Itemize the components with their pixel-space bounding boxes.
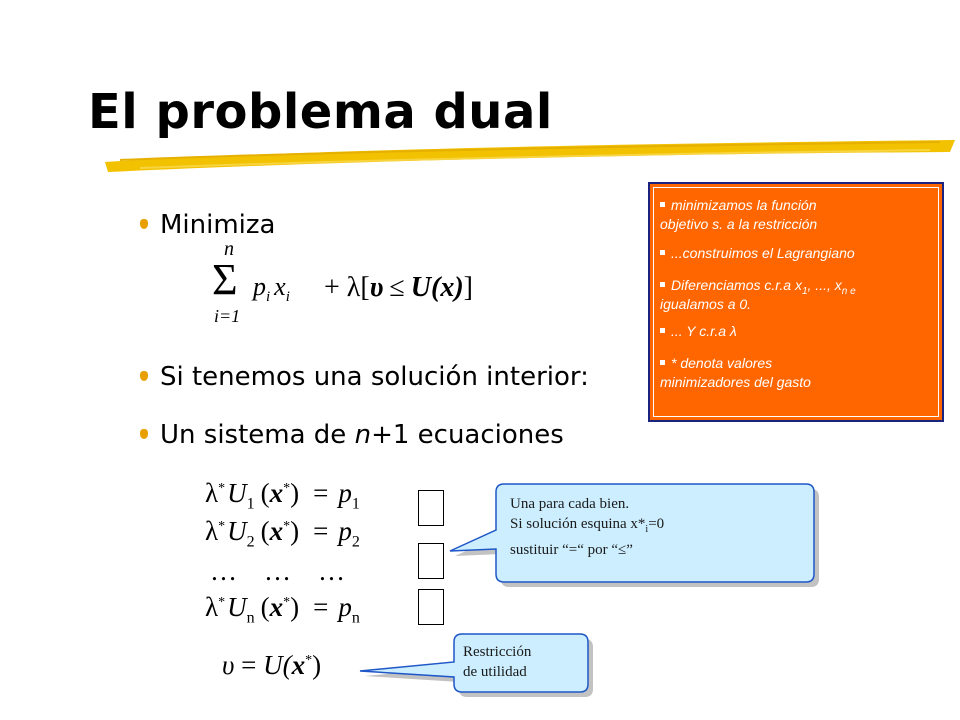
lagrangian-term: + λ[υ ≤ U(x)] [324,272,473,303]
callout-1-line-1: Una para cada bien. [510,496,630,512]
callout-1-line-3: sustituir “=“ por “≤” [510,542,633,558]
info-line-2: objetivo s. a la restricción [660,216,818,232]
callout-1-line-2: Si solución esquina $x*_i=0$ [510,516,665,535]
info-line-4: Diferenciamos c.r.a $x_1$, ..., $x_{n e}$ [660,276,856,301]
bullet-text: Minimiza [160,210,276,240]
callout-2-line-1: Restricción [463,644,532,660]
bullet-text: Un sistema de [160,420,355,450]
sum-lower-limit: i=1 [214,306,241,326]
page-title: El problema dual [88,84,553,140]
info-line-8: minimizadores del gasto [660,374,811,390]
info-line-3: ...construimos el Lagrangiano [660,244,855,263]
sum-upper-limit: n [224,238,234,260]
sum-symbol: Σ [212,255,238,304]
bullet-text: Si tenemos una solución interior: [160,362,589,392]
info-line-5: igualamos a 0. [660,296,752,312]
equation-2: $\lambda^*U_2$ $(x^*) = p_2$ [205,516,360,551]
info-line-7: * denota valores [660,354,772,373]
utility-constraint: υ = U(x*) [222,650,322,680]
info-line-1: minimizamos la función [660,196,817,215]
callout-2-line-2: de utilidad [463,664,527,680]
callout-2 [463,642,531,682]
objective-term: $p_i$ $x_i$ [253,272,290,306]
equation-1: $\lambda^*U_1$ $(x^*) = p_1$ [205,478,360,513]
equation-ellipsis: … … … [210,556,345,586]
equation-n: $\lambda^*U_n$ $(x^*) = p_n$ [205,592,360,627]
callout-1 [510,494,664,560]
bullet-sistema: Un sistema de n+1 ecuaciones [140,420,564,450]
info-line-6: ... Y c.r.a λ [660,322,737,341]
